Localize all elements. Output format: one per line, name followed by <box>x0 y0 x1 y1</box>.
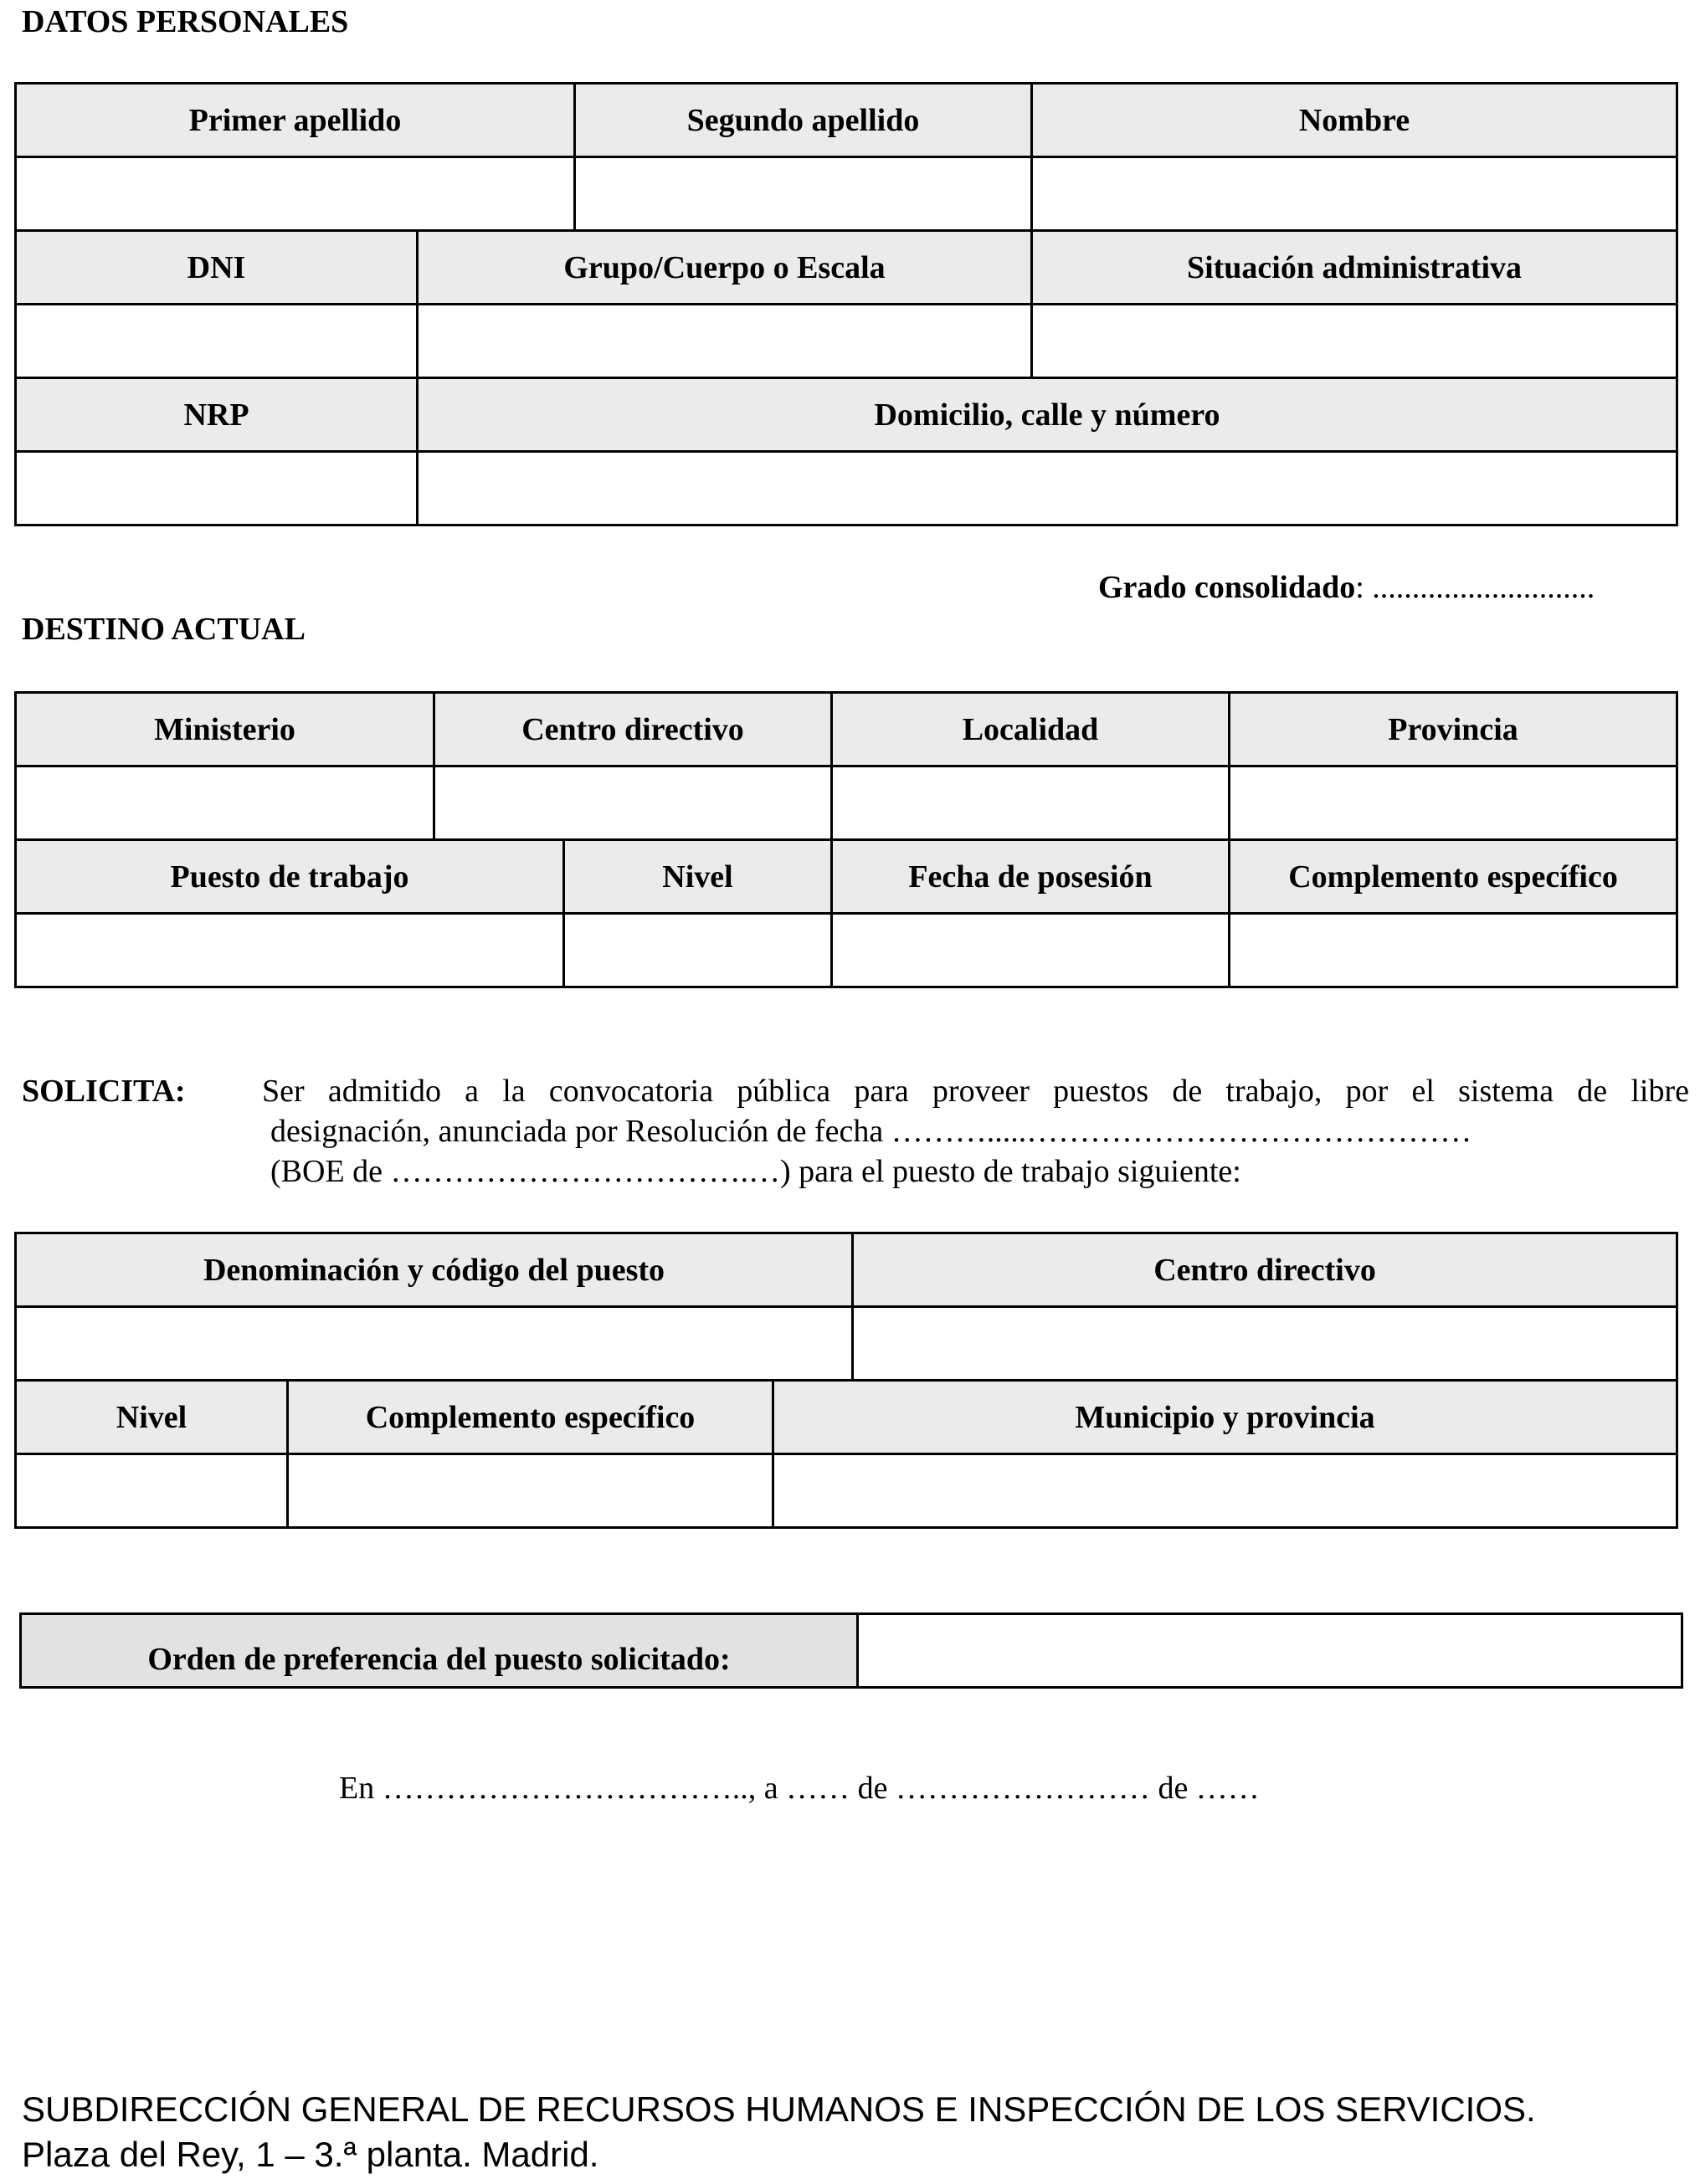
field-situacion-administrativa[interactable] <box>1032 305 1677 378</box>
header-municipio-provincia: Municipio y provincia <box>773 1381 1677 1454</box>
grado-consolidado-label: Grado consolidado <box>1098 570 1356 605</box>
grado-consolidado[interactable] <box>1098 569 1595 606</box>
header-nombre: Nombre <box>1032 84 1677 157</box>
orden-preferencia-table <box>19 1612 1683 1689</box>
orden-preferencia-label: Orden de preferencia del puesto solicitado: <box>21 1614 858 1688</box>
header-segundo-apellido: Segundo apellido <box>575 84 1032 157</box>
header-centro-directivo: Centro directivo <box>434 693 832 766</box>
field-domicilio[interactable] <box>418 452 1677 525</box>
field-ministerio[interactable] <box>16 766 434 840</box>
field-municipio-provincia[interactable] <box>773 1454 1677 1528</box>
field-centro-directivo[interactable] <box>434 766 832 840</box>
field-provincia[interactable] <box>1230 766 1677 840</box>
field-centro-directivo-solicitado[interactable] <box>853 1307 1677 1381</box>
header-nivel-solicitado: Nivel <box>16 1381 288 1454</box>
field-nrp[interactable] <box>16 452 418 525</box>
header-dni: DNI <box>16 231 418 305</box>
header-situacion-administrativa: Situación administrativa <box>1032 231 1677 305</box>
field-segundo-apellido[interactable] <box>575 157 1032 231</box>
header-centro-directivo-solicitado: Centro directivo <box>853 1233 1677 1307</box>
destino-actual-title: DESTINO ACTUAL <box>22 612 306 647</box>
header-provincia: Provincia <box>1230 693 1677 766</box>
header-complemento-especifico: Complemento específico <box>1230 840 1677 914</box>
header-primer-apellido: Primer apellido <box>16 84 575 157</box>
destino-actual-table <box>14 691 1678 988</box>
fecha-lugar-line: En …………………………….., a …… de …………………… de …… <box>339 1771 1260 1806</box>
field-nivel-solicitado[interactable] <box>16 1454 288 1528</box>
field-puesto-de-trabajo[interactable] <box>16 914 564 987</box>
solicita-line-2: designación, anunciada por Resolución de fecha ……….....…………………………………… <box>270 1114 1472 1149</box>
field-primer-apellido[interactable] <box>16 157 575 231</box>
header-localidad: Localidad <box>832 693 1230 766</box>
header-domicilio: Domicilio, calle y número <box>418 378 1677 452</box>
field-nombre[interactable] <box>1032 157 1677 231</box>
field-fecha-posesion[interactable] <box>832 914 1230 987</box>
footer-address: Plaza del Rey, 1 – 3.ª planta. Madrid. <box>22 2135 599 2174</box>
header-complemento-especifico-solicitado: Complemento específico <box>288 1381 773 1454</box>
field-denominacion-codigo[interactable] <box>16 1307 853 1381</box>
field-orden-preferencia[interactable] <box>858 1614 1682 1688</box>
header-nivel: Nivel <box>564 840 832 914</box>
solicita-label: SOLICITA: <box>22 1074 186 1109</box>
field-complemento-especifico[interactable] <box>1230 914 1677 987</box>
datos-personales-table <box>14 82 1678 526</box>
field-grupo-cuerpo[interactable] <box>418 305 1032 378</box>
header-grupo-cuerpo: Grupo/Cuerpo o Escala <box>418 231 1032 305</box>
footer-subdireccion: SUBDIRECCIÓN GENERAL DE RECURSOS HUMANOS E INSPECCIÓN DE LOS SERVICIOS. <box>22 2089 1536 2129</box>
header-puesto-de-trabajo: Puesto de trabajo <box>16 840 564 914</box>
field-complemento-especifico-solicitado[interactable] <box>288 1454 773 1528</box>
header-ministerio: Ministerio <box>16 693 434 766</box>
puesto-solicitado-table <box>14 1232 1678 1529</box>
header-nrp: NRP <box>16 378 418 452</box>
header-fecha-posesion: Fecha de posesión <box>832 840 1230 914</box>
header-denominacion-codigo: Denominación y código del puesto <box>16 1233 853 1307</box>
solicita-line-3: (BOE de …………………………….…) para el puesto de trabajo siguiente: <box>270 1154 1241 1189</box>
field-nivel[interactable] <box>564 914 832 987</box>
datos-personales-title: DATOS PERSONALES <box>22 4 349 39</box>
field-dni[interactable] <box>16 305 418 378</box>
solicita-line-1: Ser admitido a la convocatoria pública para proveer puestos de trabajo, por el sistema de libre <box>262 1074 1689 1109</box>
field-localidad[interactable] <box>832 766 1230 840</box>
grado-consolidado-dots: : ............................ <box>1355 570 1595 605</box>
